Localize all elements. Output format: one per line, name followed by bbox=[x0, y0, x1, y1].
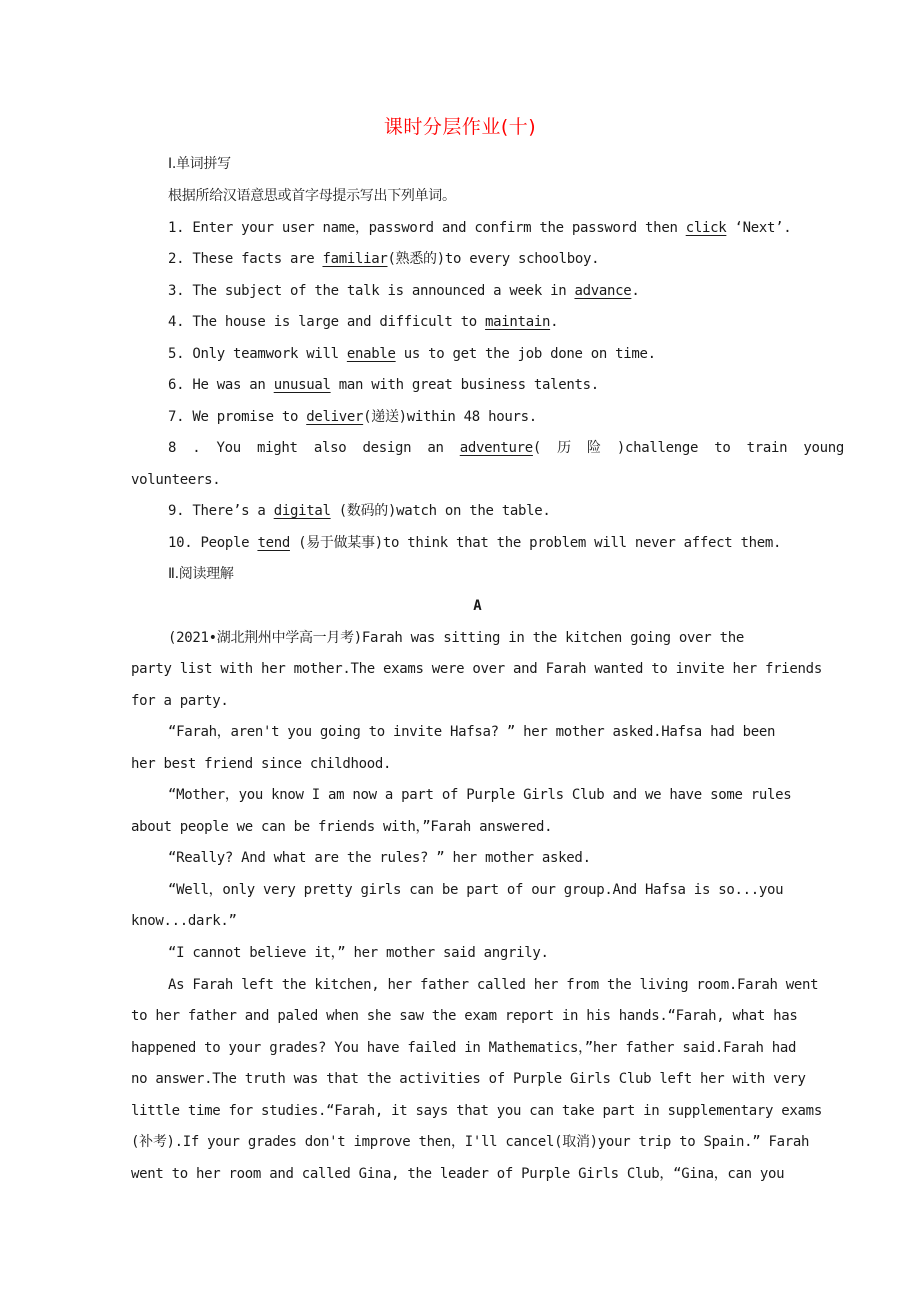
vocab-item-5: 5. Only teamwork will enable us to get the job done on time. bbox=[168, 346, 656, 362]
passage-line: “Well，only very pretty girls can be part of our group.And Hafsa is so...you bbox=[168, 882, 784, 898]
section-instruction: 根据所给汉语意思或首字母提示写出下列单词。 bbox=[168, 188, 456, 204]
passage-line: about people we can be friends with，”Farah answered. bbox=[131, 819, 553, 835]
passage-line: no answer.The truth was that the activities of Purple Girls Club left her with very bbox=[131, 1071, 806, 1087]
vocab-item-1: 1. Enter your user name，password and confirm the password then click ‘Next’. bbox=[168, 220, 792, 236]
passage-line: “Mother，you know I am now a part of Purple Girls Club and we have some rules bbox=[168, 787, 792, 803]
answer-word: deliver bbox=[306, 409, 364, 425]
passage-line: her best friend since childhood. bbox=[131, 756, 392, 772]
answer-word: unusual bbox=[273, 377, 331, 393]
page-title: 课时分层作业(十) bbox=[383, 116, 537, 138]
answer-word: digital bbox=[273, 503, 331, 519]
passage-line: “Really? And what are the rules? ” her mother asked. bbox=[168, 850, 591, 866]
passage-line: As Farah left the kitchen, her father called her from the living room.Farah went bbox=[168, 977, 819, 993]
vocab-item-8-continuation: volunteers. bbox=[131, 472, 221, 488]
vocab-item-3: 3. The subject of the talk is announced a week in advance. bbox=[168, 283, 640, 299]
passage-line: for a party. bbox=[131, 693, 229, 709]
passage-line: little time for studies.“Farah, it says that you can take part in supplementary exams bbox=[131, 1103, 822, 1119]
vocab-item-10: 10. People tend (易于做某事)to think that the problem will never affect them. bbox=[168, 535, 782, 551]
answer-word: familiar bbox=[322, 251, 388, 267]
vocab-item-8: 8 . You might also design an adventure( 历 险 )challenge to train young bbox=[168, 440, 845, 456]
passage-line: happened to your grades? You have failed in Mathematics，”her father said.Farah had bbox=[131, 1040, 797, 1056]
passage-label: A bbox=[473, 598, 482, 614]
passage-line: (补考).If your grades don't improve then，I'll cancel(取消)your trip to Spain.” Farah bbox=[131, 1134, 810, 1150]
passage-line: (2021•湖北荆州中学高一月考)Farah was sitting in the kitchen going over the bbox=[168, 630, 744, 646]
vocab-item-2: 2. These facts are familiar(熟悉的)to every schoolboy. bbox=[168, 251, 600, 267]
passage-line: “Farah，aren't you going to invite Hafsa? ” her mother asked.Hafsa had been bbox=[168, 724, 776, 740]
passage-line: “I cannot believe it，” her mother said angrily. bbox=[168, 945, 549, 961]
vocab-item-9: 9. There’s a digital (数码的)watch on the table. bbox=[168, 503, 551, 519]
vocab-item-4: 4. The house is large and difficult to maintain. bbox=[168, 314, 559, 330]
answer-word: advance bbox=[574, 283, 632, 299]
vocab-item-7: 7. We promise to deliver(递送)within 48 hours. bbox=[168, 409, 537, 425]
answer-word: enable bbox=[346, 346, 396, 362]
answer-word: maintain bbox=[485, 314, 551, 330]
section-heading-reading: Ⅱ.阅读理解 bbox=[168, 566, 234, 582]
answer-word: tend bbox=[257, 535, 290, 551]
passage-line: went to her room and called Gina, the leader of Purple Girls Club，“Gina，can you bbox=[131, 1166, 785, 1182]
section-heading-vocabulary: Ⅰ.单词拼写 bbox=[168, 156, 231, 172]
passage-line: party list with her mother.The exams were over and Farah wanted to invite her friends bbox=[131, 661, 822, 677]
answer-word: click bbox=[685, 220, 727, 236]
answer-word: adventure bbox=[459, 440, 533, 456]
passage-line: to her father and paled when she saw the exam report in his hands.“Farah, what has bbox=[131, 1008, 798, 1024]
passage-line: know...dark.” bbox=[131, 913, 237, 929]
vocab-item-6: 6. He was an unusual man with great business talents. bbox=[168, 377, 599, 393]
